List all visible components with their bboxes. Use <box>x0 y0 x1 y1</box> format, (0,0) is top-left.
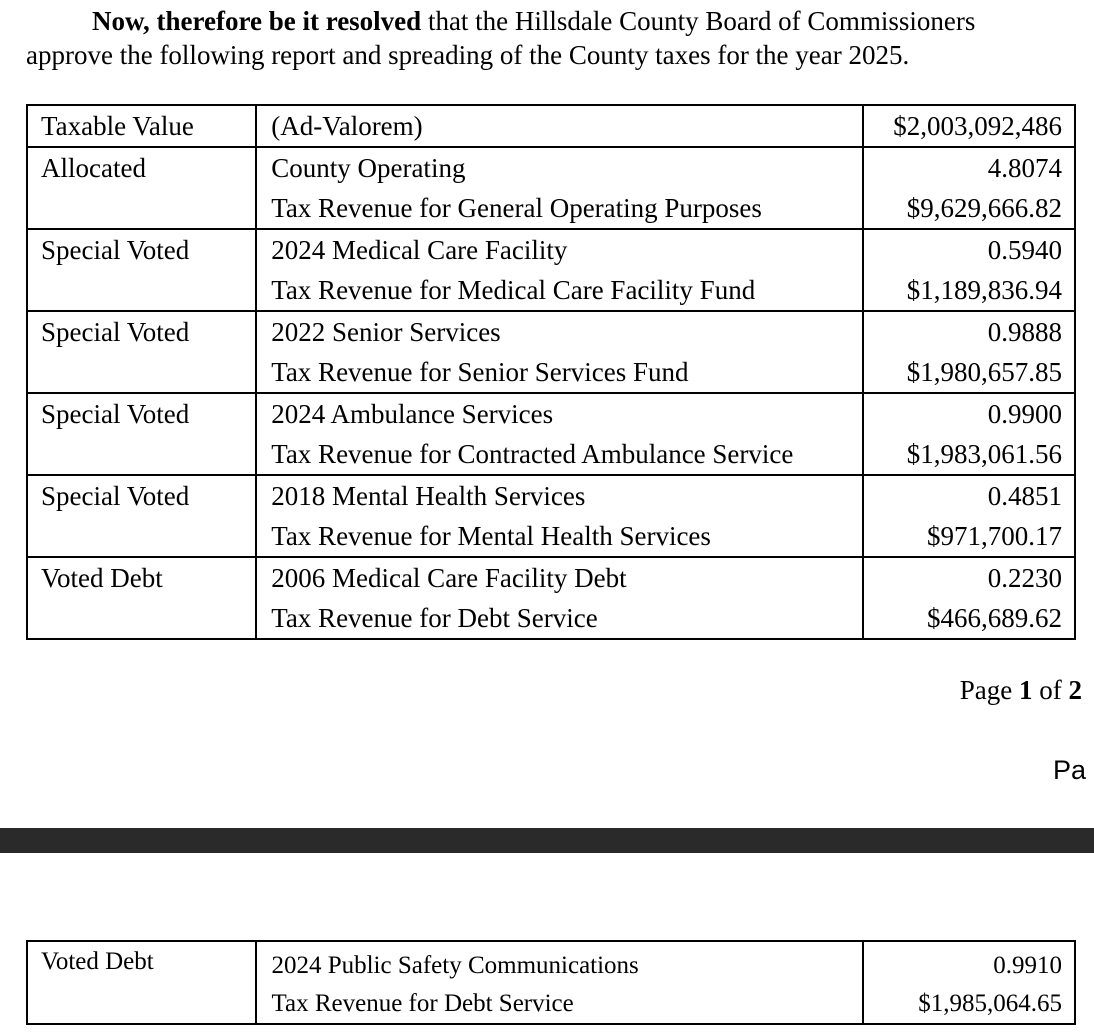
levy-name: 2024 Medical Care Facility <box>271 235 568 265</box>
tax-levy-table-continued <box>26 940 1076 1025</box>
tax-row <box>27 229 1075 311</box>
tax-row <box>27 147 1075 229</box>
category-label: Voted Debt <box>41 563 163 593</box>
dollar-amount: $1,189,836.94 <box>906 275 1062 305</box>
levy-name: 2024 Public Safety Communications <box>271 952 639 979</box>
description-cell <box>256 557 863 639</box>
description-cell <box>256 105 863 147</box>
tax-row <box>27 475 1075 557</box>
tax-row <box>27 311 1075 393</box>
category-cell <box>27 311 256 393</box>
category-cell <box>27 557 256 639</box>
levy-description: Tax Revenue for Senior Services Fund <box>271 357 689 387</box>
category-cell <box>27 229 256 311</box>
tax-row <box>27 393 1075 475</box>
millage-rate: 0.5940 <box>987 235 1062 265</box>
value-cell <box>863 147 1075 229</box>
dollar-amount: $466,689.62 <box>927 603 1062 633</box>
dollar-amount: $1,983,061.56 <box>906 439 1062 469</box>
page-divider-bar <box>0 828 1094 853</box>
value-cell <box>863 941 1075 1024</box>
category-cell <box>27 105 256 147</box>
category-label: Taxable Value <box>41 111 194 141</box>
page-number-middle: of <box>1032 675 1069 705</box>
value-cell <box>863 105 1075 147</box>
dollar-amount: $971,700.17 <box>927 521 1062 551</box>
value-cell <box>863 393 1075 475</box>
levy-name: 2018 Mental Health Services <box>271 481 586 511</box>
dollar-amount: $9,629,666.82 <box>906 193 1062 223</box>
tax-levy-table-body <box>27 105 1075 639</box>
description-cell <box>256 229 863 311</box>
levy-name: (Ad-Valorem) <box>271 111 423 141</box>
page-number-total: 2 <box>1068 675 1082 705</box>
value-cell <box>863 311 1075 393</box>
category-cell <box>27 475 256 557</box>
resolution-line-1-rest: that the Hillsdale County Board of Commissioners <box>421 6 976 36</box>
category-label: Voted Debt <box>41 948 154 975</box>
dollar-amount: $1,985,064.65 <box>918 990 1062 1017</box>
tax-row <box>27 941 1075 1024</box>
value-cell <box>863 229 1075 311</box>
dollar-amount: $1,980,657.85 <box>906 357 1062 387</box>
resolution-line-1 <box>26 4 1086 38</box>
tax-levy-table-continued-body <box>27 941 1075 1024</box>
description-cell <box>256 475 863 557</box>
category-cell <box>27 147 256 229</box>
description-cell <box>256 147 863 229</box>
levy-description: Tax Revenue for General Operating Purposes <box>271 193 762 223</box>
millage-rate: 0.2230 <box>987 563 1062 593</box>
page-number-current: 1 <box>1019 675 1033 705</box>
millage-rate: 0.9888 <box>987 317 1062 347</box>
millage-rate: 0.4851 <box>987 481 1062 511</box>
category-cell <box>27 393 256 475</box>
category-label: Special Voted <box>41 481 190 511</box>
category-label: Allocated <box>41 153 146 183</box>
tax-row <box>27 105 1075 147</box>
value-cell <box>863 475 1075 557</box>
category-label: Special Voted <box>41 399 190 429</box>
page-number <box>960 672 1082 708</box>
page-number-prefix: Page <box>959 675 1019 705</box>
levy-name: 2022 Senior Services <box>271 317 501 347</box>
levy-description: Tax Revenue for Debt Service <box>271 603 598 633</box>
levy-description: Tax Revenue for Medical Care Facility Fund <box>271 275 756 305</box>
levy-description: Tax Revenue for Debt Service <box>271 990 574 1017</box>
levy-description: Tax Revenue for Contracted Ambulance Service <box>271 439 794 469</box>
resolution-intro <box>26 4 1086 72</box>
levy-name: 2024 Ambulance Services <box>271 399 554 429</box>
description-cell <box>256 941 863 1024</box>
description-cell <box>256 393 863 475</box>
cut-off-page-label: Pa <box>1053 755 1087 785</box>
category-cell <box>27 941 256 1024</box>
category-label: Special Voted <box>41 317 190 347</box>
resolution-bold-lead: Now, therefore be it resolved <box>92 6 422 36</box>
millage-rate: 0.9910 <box>993 952 1062 979</box>
levy-description: Tax Revenue for Mental Health Services <box>271 521 711 551</box>
millage-rate: 4.8074 <box>987 153 1062 183</box>
tax-levy-table <box>26 104 1076 640</box>
value-cell <box>863 557 1075 639</box>
description-cell <box>256 311 863 393</box>
resolution-line-2: approve the following report and spreading of the County taxes for the year 2025. <box>26 40 910 70</box>
tax-row <box>27 557 1075 639</box>
levy-name: 2006 Medical Care Facility Debt <box>271 563 627 593</box>
dollar-amount: $2,003,092,486 <box>893 111 1062 141</box>
levy-name: County Operating <box>271 153 466 183</box>
millage-rate: 0.9900 <box>987 399 1062 429</box>
category-label: Special Voted <box>41 235 190 265</box>
